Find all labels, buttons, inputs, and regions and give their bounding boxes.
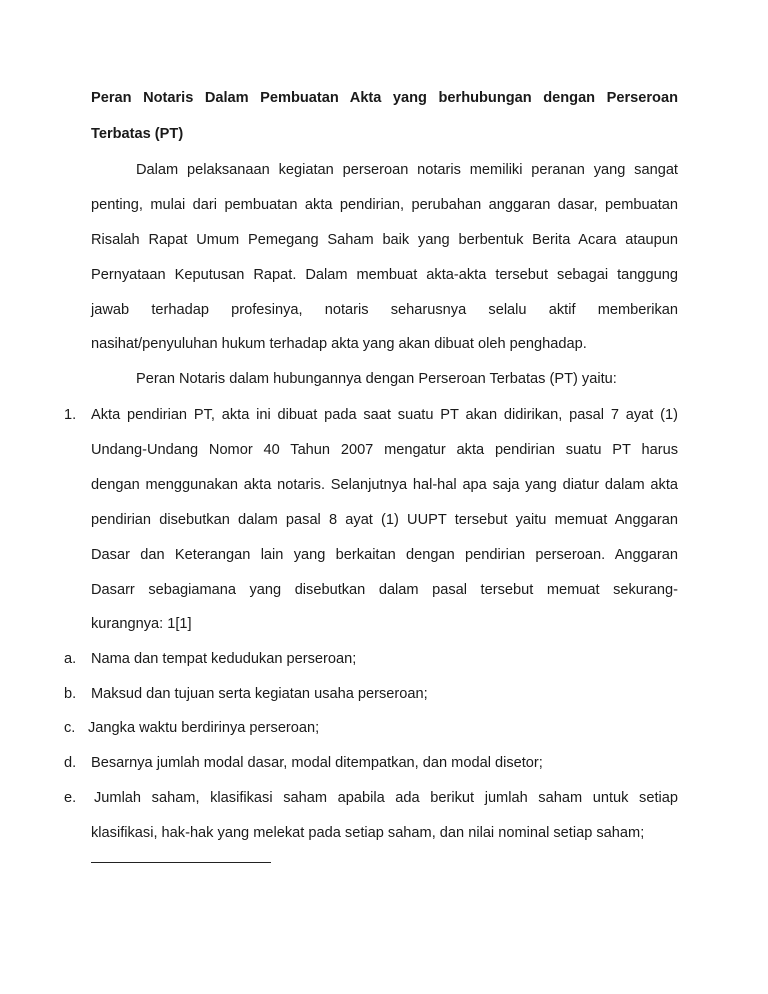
subitem-a: Nama dan tempat kedudukan perseroan; (91, 651, 357, 667)
subitem-e-line-1: Jumlah saham, klasifikasi saham apabila ada berikut jumlah saham untuk setiap (94, 790, 678, 806)
paragraph-2: Peran Notaris dalam hubungannya dengan Perseroan Terbatas (PT) yaitu: (136, 371, 617, 387)
item-1-line-2: Undang-Undang Nomor 40 Tahun 2007 mengatur akta pendirian suatu PT harus (91, 442, 678, 458)
item-1-line-4: pendirian disebutkan dalam pasal 8 ayat (1) UUPT tersebut yaitu memuat Anggaran (91, 512, 678, 528)
item-1-line-5: Dasar dan Keterangan lain yang berkaitan dengan pendirian perseroan. Anggaran (91, 547, 678, 563)
title-line-1: Peran Notaris Dalam Pembuatan Akta yang berhubungan dengan Perseroan (91, 90, 678, 106)
item-1-line-1: Akta pendirian PT, akta ini dibuat pada saat suatu PT akan didirikan, pasal 7 ayat (1) (91, 407, 678, 423)
subitem-e-line-2: klasifikasi, hak-hak yang melekat pada setiap saham, dan nilai nominal setiap saham; (91, 825, 645, 841)
subitem-marker-c: c. (64, 720, 76, 736)
list-marker-1: 1. (64, 407, 77, 423)
paragraph-1-line-4: Pernyataan Keputusan Rapat. Dalam membuat akta-akta tersebut sebagai tanggung (91, 267, 678, 283)
item-1-line-6: Dasarr sebagiamana yang disebutkan dalam pasal tersebut memuat sekurang- (91, 582, 678, 598)
subitem-marker-e: e. (64, 790, 77, 806)
subitem-marker-d: d. (64, 755, 77, 771)
subitem-c: Jangka waktu berdirinya perseroan; (88, 720, 320, 736)
paragraph-1-line-5: jawab terhadap profesinya, notaris seharusnya selalu aktif memberikan (91, 302, 678, 318)
paragraph-1-line-3: Risalah Rapat Umum Pemegang Saham baik yang berbentuk Berita Acara ataupun (91, 232, 678, 248)
title-line-2: Terbatas (PT) (91, 126, 184, 142)
paragraph-1-line-1: Dalam pelaksanaan kegiatan perseroan notaris memiliki peranan yang sangat (136, 162, 678, 178)
paragraph-1-line-2: penting, mulai dari pembuatan akta pendirian, perubahan anggaran dasar, pembuatan (91, 197, 678, 213)
footnote-separator (91, 862, 271, 863)
subitem-d: Besarnya jumlah modal dasar, modal ditempatkan, dan modal disetor; (91, 755, 543, 771)
subitem-marker-a: a. (64, 651, 77, 667)
paragraph-1-line-6: nasihat/penyuluhan hukum terhadap akta yang akan dibuat oleh penghadap. (91, 336, 587, 352)
item-1-line-3: dengan menggunakan akta notaris. Selanjutnya hal-hal apa saja yang diatur dalam akta (91, 477, 678, 493)
subitem-marker-b: b. (64, 686, 77, 702)
subitem-b: Maksud dan tujuan serta kegiatan usaha perseroan; (91, 686, 428, 702)
item-1-line-7: kurangnya: 1[1] (91, 616, 192, 632)
